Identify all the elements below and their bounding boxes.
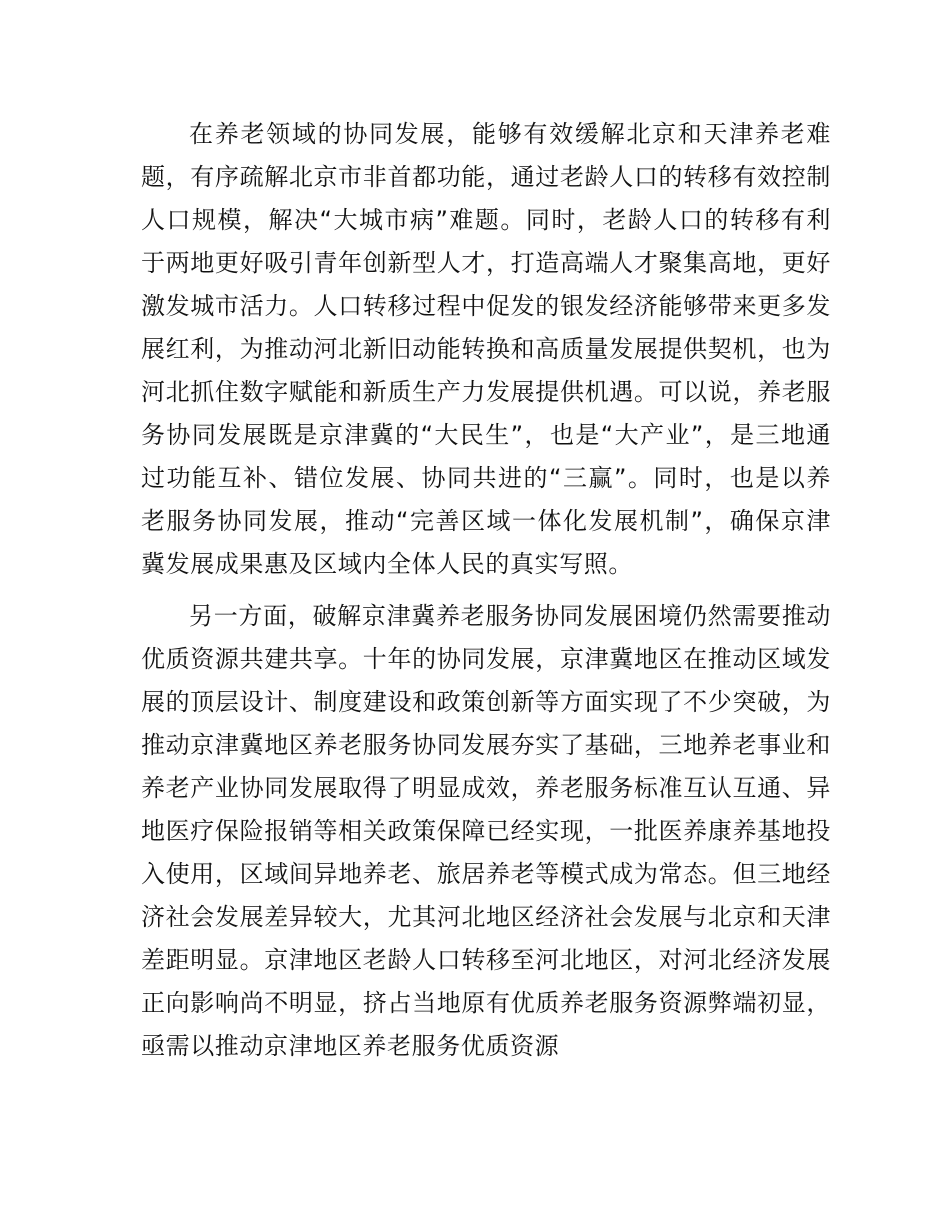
paragraph-2: 另一方面，破解京津冀养老服务协同发展困境仍然需要推动优质资源共建共享。十年的协同发展，京津冀地区在推动区域发展的顶层设计、制度建设和政策创新等方面实现了不少突破，为推动京津冀地区养老服务协同发展夯实了基础，三地养老事业和养老产业协同发展取得了明显成效，养老服务标准互认互通、异地医疗保险报销等相关政策保障已经实现，一批医养康养基地投入使用，区域间异地养老、旅居养老等模式成为常态。但三地经济社会发展差异较大，尤其河北地区经济社会发展与北京和天津差距明显。京津地区老龄人口转移至河北地区，对河北经济发展正向影响尚不明显，挤占当地原有优质养老服务资源弊端初显，亟需以推动京津地区养老服务优质资源: [141, 602, 831, 1060]
paragraph-1: 在养老领域的协同发展，能够有效缓解北京和天津养老难题，有序疏解北京市非首都功能，通过老龄人口的转移有效控制人口规模，解决“大城市病”难题。同时，老龄人口的转移有利于两地更好吸引青年创新型人才，打造高端人才聚集高地，更好激发城市活力。人口转移过程中促发的银发经济能够带来更多发展红利，为推动河北新旧动能转换和高质量发展提供契机，也为河北抓住数字赋能和新质生产力发展提供机遇。可以说，养老服务协同发展既是京津冀的“大民生”，也是“大产业”，是三地通过功能互补、错位发展、协同共进的“三赢”。同时，也是以养老服务协同发展，推动“完善区域一体化发展机制”，确保京津冀发展成果惠及区域内全体人民的真实写照。: [141, 120, 831, 578]
body-text: [141, 113, 831, 1077]
